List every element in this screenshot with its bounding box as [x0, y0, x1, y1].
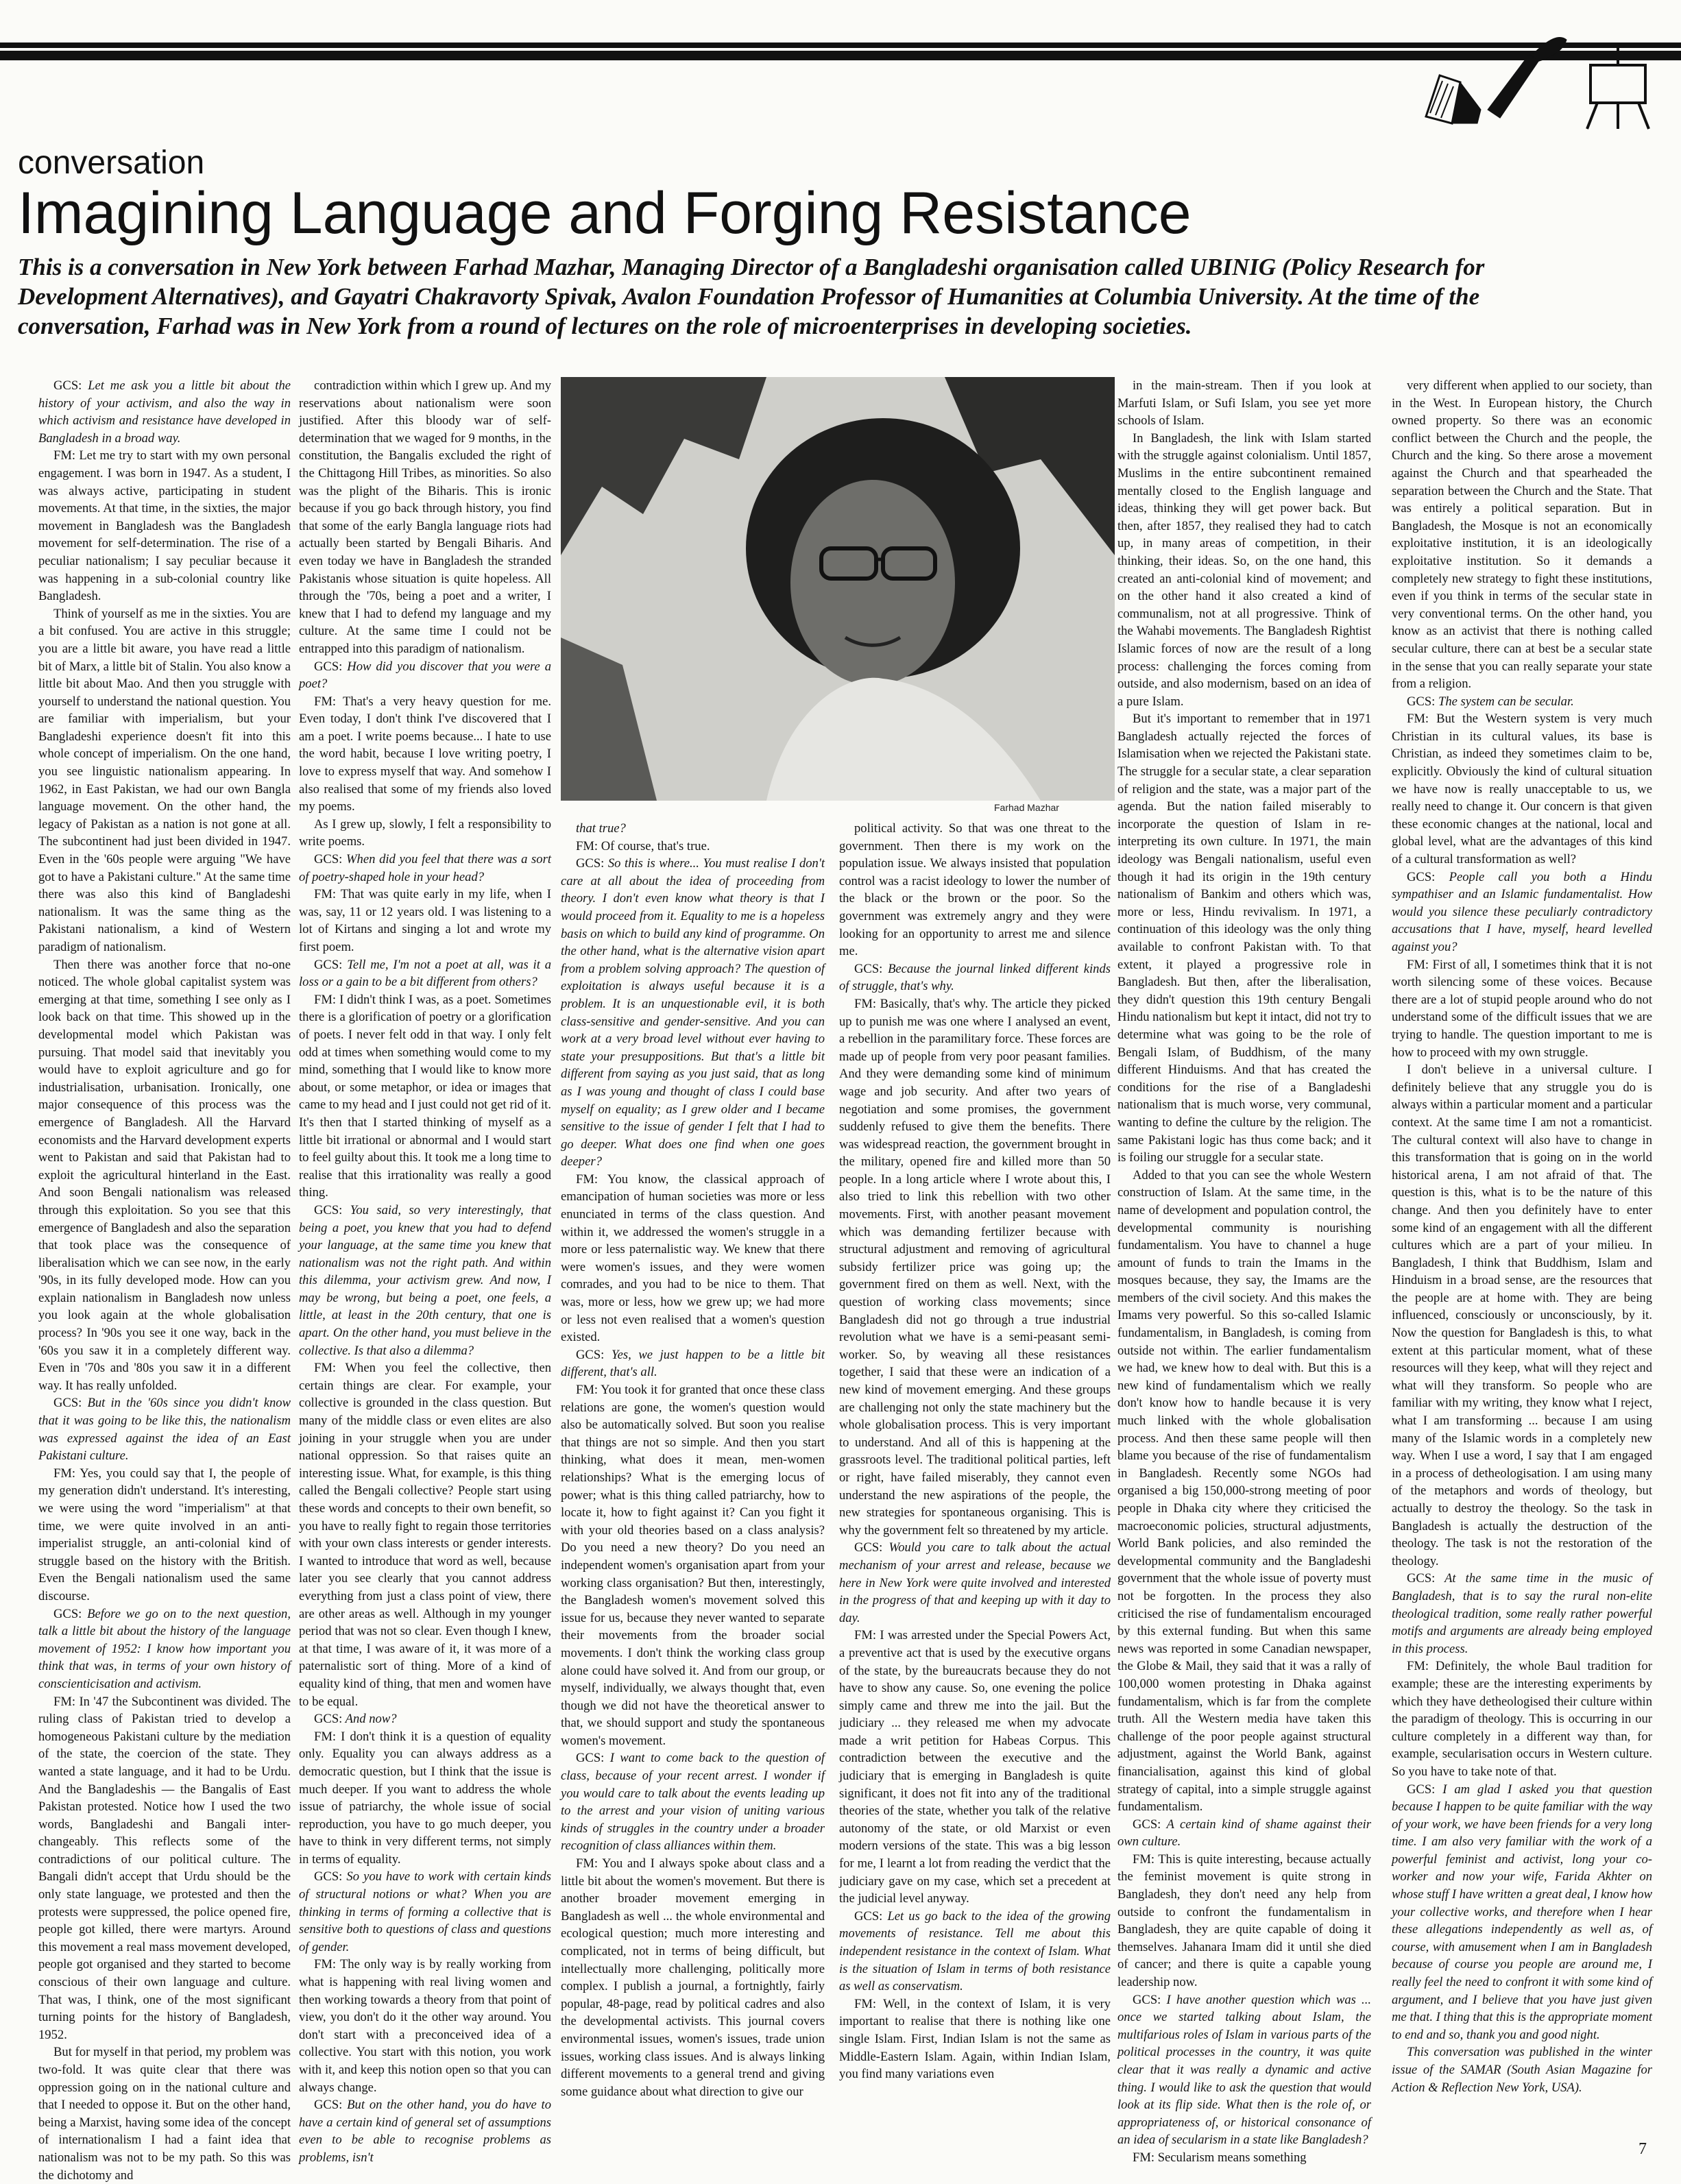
speaker-label: GCS:	[576, 1347, 605, 1362]
paragraph-text: You said, so very interestingly, that being a poet, you knew that you had to defend your language, at the same time you knew that nationalism was not the right path. And within this dilemma, your activism grew. And now, I may be wrong, but being a poet, one feels, a little, at least in the 20th century, that one is apart. On the other hand, you must believe in the collective. Is that also a dilemma?	[299, 1202, 551, 1358]
paragraph-text: that true?	[576, 821, 626, 836]
paragraph-text: I am glad I asked you that question because I happen to be quite familiar with the way of your work, we have been friends for a very long time. I am also very familiar with the work of a powerful feminist and activist, long your co-worker and now your wife, Farida Akhter on whose stuff I have written a great deal, I know how your collective works, and therefore when I hear these allegations independently as well as, of course, with amusement when I am in Bangladesh because of course you people are around me, I really feel the need to confront it with some kind of argument, and I believe that you have just given me that. I thing that this is the appropriate moment to end and so, thank you and good night.	[1392, 1782, 1652, 2042]
paragraph	[299, 1359, 551, 1710]
paragraph	[1117, 430, 1371, 711]
paragraph-text: First of all, I sometimes think that it is not worth silencing some of these voices. Because there are a lot of stupid people around who do not understand some of the difficult issues that we are trying to handle. The question important to me is how to proceed with my own struggle.	[1392, 957, 1652, 1060]
paragraph-text: Yes, you could say that I, the people of my generation didn't understand. It's interesting, we were using the word "imperialism" at that time, we were quite involved in an anti-imperialist struggle, an anti-colonial kind of struggle based on the history with the British. Even the Bengali nationalism used the same discourse.	[38, 1466, 291, 1603]
paragraph	[561, 1346, 825, 1381]
paragraph	[561, 855, 825, 1171]
article-column-4	[839, 820, 1111, 2125]
paragraph-text: political activity. So that was one threat to the government. Then there is my work on the population issue. We always insisted that population control was a racist ideology to lower the number of the black or the brown or the poor. So the government was extremely angry and they were looking for an opportunity to arrest me and silence me.	[839, 821, 1111, 959]
paragraph-text: But on the other hand, you do have to have a certain kind of general set of assumptions even to be able to recognise problems as problems, isn't	[299, 2098, 551, 2165]
paragraph	[561, 1855, 825, 2100]
paragraph-text: But for myself in that period, my problem was two-fold. It was quite clear that there was oppression going on in the national culture and that I needed to oppose it. But on the other hand, being a Marxist, having some idea of the concept of internationalism I had a faint idea that nationalism was not to be my path. So this was the dichotomy and	[38, 2045, 291, 2183]
paragraph-text: So this is where... You must realise I don't care at all about the idea of proceeding from theory. I don't even know what theory is that I would proceed from it. Equality to me is a hopeless basis on which to build any kind of programme. On the other hand, what is the alternative vision apart from a problem solving approach? The question of exploitation is always useful because it is a problem. It is an unquestionable evil, it is both class-sensitive and gender-sensitive. And you can work at a very broad level without ever having to state your presuppositions. But that's a little bit different from saying as you just said, that as long as I was young and thought of class I could base myself on equality; as I grew older and I became sensitive to the issue of gender I felt that I had to go deeper. What does one find when one goes deeper?	[561, 856, 825, 1169]
speaker-label: GCS:	[314, 852, 343, 867]
paragraph-text: The system can be secular.	[1438, 694, 1574, 709]
speaker-label: GCS:	[854, 1540, 883, 1555]
paragraph	[299, 1202, 551, 1359]
speaker-label: GCS:	[53, 1396, 82, 1411]
speaker-label: FM:	[53, 448, 76, 463]
paragraph	[38, 2043, 291, 2184]
paragraph	[1392, 693, 1652, 711]
paragraph	[299, 693, 551, 816]
article-column-1	[38, 377, 291, 2183]
article-column-5	[1117, 377, 1372, 2165]
speaker-label: FM:	[854, 1628, 877, 1643]
speaker-label: FM:	[314, 1361, 337, 1376]
paragraph	[561, 1171, 825, 1346]
paragraph	[1392, 710, 1652, 868]
paragraph	[299, 816, 551, 851]
paragraph	[839, 820, 1111, 960]
paragraph-text: The only way is by really working from what is happening with real living women and then working towards a theory from that point of view, you don't do it the other way around. You don't start with a preconceived idea of a collective. You start with this notion, you work with it, and keep this notion open so that you can always change.	[299, 1957, 552, 2095]
paragraph-text: Yes, we just happen to be a little bit different, that's all.	[561, 1347, 825, 1380]
paragraph	[839, 1908, 1111, 1995]
speaker-label: GCS:	[1133, 1992, 1161, 2007]
speaker-label: FM:	[1133, 2150, 1155, 2165]
paragraph	[1117, 1851, 1371, 1991]
speaker-label: FM:	[1407, 1659, 1429, 1674]
speaker-label: GCS:	[314, 659, 343, 674]
paragraph	[839, 995, 1111, 1539]
speaker-label: GCS:	[854, 1908, 883, 1924]
paragraph	[1117, 710, 1371, 1166]
paragraph	[299, 1728, 551, 1869]
paragraph	[561, 820, 825, 838]
paragraph-text: Let me try to start with my own personal engagement. I was born in 1947. As a student, I was always active, participating in student movements. At that time, in the sixties, the major movement in Bangladesh was the Bangladesh movement for self-determination. The rise of a peculiar nationalism; I say peculiar because it was happening in a sub-colonial country like Bangladesh.	[38, 448, 291, 604]
paragraph	[561, 1381, 825, 1749]
paragraph	[1392, 1570, 1652, 1658]
paragraph-text: in the main-stream. Then if you look at Marfuti Islam, or Sufi Islam, you see yet more schools of Islam.	[1117, 378, 1371, 428]
paragraph	[38, 1693, 291, 2044]
speaker-label: FM:	[576, 838, 598, 853]
paragraph	[1117, 377, 1371, 430]
paragraph	[299, 2096, 551, 2166]
paragraph	[299, 1868, 551, 1956]
paragraph	[1392, 1061, 1652, 1570]
paragraph	[38, 956, 291, 1395]
paragraph-text: Definitely, the whole Baul tradition for example; these are the interesting experiments by which they have detheologised their culture within the paradigm of theology. This is occurring in our culture completely in a different way than, for example, secularisation occurs in Western culture. So you have to take note of that.	[1392, 1659, 1652, 1779]
speaker-label: GCS:	[1407, 1571, 1436, 1586]
paragraph-text: You took it for granted that once these class relations are gone, the women's question would also be automatically solved. But soon you realise that things are not so simple. And then you start thinking, what does it mean, men-women relationships? What is the emerging locus of power; what is this thing called patriarchy, how to locate it, how to fight against it? Can you fight it with your old theories based on a class analysis? Do you need a new theory? Do you need an independent women's organisation apart from your working class organisation? But then, interestingly, the Bangladesh women's movement solved this issue for us, because they never wanted to separate their movements from the broader social movements. I don't think the working class group alone could have solved it. And from our group, or myself, individually, we always thought that, even though we did not have the theoretical answer to that, we should support and study the spontaneous women's movement.	[561, 1383, 825, 1748]
paragraph	[38, 377, 291, 447]
paragraph	[1117, 1167, 1371, 1816]
paragraph	[1117, 1991, 1371, 2149]
paragraph	[299, 991, 551, 1202]
paragraph	[299, 1956, 551, 2096]
paragraph-text: I was arrested under the Special Powers Act, a preventive act that is used by the executive organs of the state, by the bureaucrats because they do not have to show any cause. So, one evening the police simply came and threw me into the jail. But the judiciary ... they released me when my advocate made a writ petition for Habeas Corpus. This contradiction between the executive and the judiciary that is emerging in Bangladesh is quite significant, it does not fit into any of the traditional theories of the state, whether you talk of the relative autonomy of the state, or old Marxist or even modern versions of the state. This was a big lesson for me, I learnt a lot from reading the verdict that the judiciary gave on my case, which set a precedent at the judicial level anyway.	[839, 1628, 1111, 1906]
speaker-label: FM:	[854, 996, 877, 1011]
paragraph-text: I didn't think I was, as a poet. Sometimes there is a glorification of poetry or a glorification of poets. I never felt odd in that way. I only felt odd at times when something would come to my mind, something that I would like to know more about, or some metaphor, or idea or images that came to my head and I just could not get rid of it. It's then that I started thinking of myself as a little bit irrational or abnormal and I would start to feel guilty about this. It took me a long time to realise that this irrationality was really a good thing.	[299, 992, 551, 1200]
paragraph	[299, 886, 551, 956]
speaker-label: GCS:	[1133, 1817, 1161, 1832]
speaker-label: GCS:	[1407, 869, 1436, 884]
paragraph	[1392, 956, 1652, 1062]
paragraph-text: I don't believe in a universal culture. I definitely believe that any struggle you do is always within a particular moment and a particular context. At the same time I am not a romanticist. The cultural context will also have to change in this transformation that is going on in the world historical arena, I am not afraid of that. The question is this, what is to be the nature of this change. And then you definitely have to enter some kind of an engagement with all the different cultures which are a part of your milieu. In Bangladesh, I think that Buddhism, Islam and Hinduism in a broad sense, are the resources that the people are at home with. They are being influenced, consciously or unconsciously, by it. Now the question for Bangladesh is this, to what extent at this particular moment, what of these resources will they keep, what will they reject and what will they transform. So people who are familiar with my writing, they know what I reject, what I am transforming ... because I am using many of the Islamic words in a completely new way. When I use a word, I say that I am engaged in a process of detheologisation. I am using many of the metaphors and words of theology, but actually to destroy the theology. So the task in Bangladesh is actually the destruction of the theology. The task is not the restoration of the theology.	[1392, 1063, 1652, 1568]
paragraph-text: How did you discover that you were a poet?	[299, 659, 551, 692]
speaker-label: FM:	[1407, 712, 1429, 727]
paragraph-text: very different when applied to our society, than in the West. In European history, the Church owned property. So there was an economic conflict between the Church and the people, the Church and the king. So there arose a movement against the Church and that spearheaded the separation between the Church and the State. That was entirely a political separation. But in Bangladesh, the Mosque is not an economically exploitative institution, it is an ideologically exploitative institution. So it demands a completely new strategy to fight these institutions, even if you think in terms of the secular state in very conventional terms. On the other hand, you know as an activist that there is nothing called secular culture, there can at best be a secular state in the sense that you can really separate your state from a religion.	[1392, 378, 1652, 692]
article-column-6	[1392, 377, 1652, 2125]
article-column-3	[561, 820, 825, 2125]
speaker-label: GCS:	[314, 1202, 343, 1217]
paragraph-text: Because the journal linked different kinds of struggle, that's why.	[839, 961, 1111, 994]
speaker-label: GCS:	[53, 378, 82, 393]
paragraph-text: You and I always spoke about class and a little bit about the women's movement. But there is another broader movement emerging in Bangladesh as well ... the whole environmental and ecological question; much more interesting and complicated, not in terms of being difficult, but intellectually more challenging, politically more complex. I publish a journal, a fortnightly, fairly popular, 48-page, read by political cadres and also the developmental activists. This journal covers environmental issues, women's issues, trade union issues, working class issues. And is always linking different movements to a general trend and giving some guidance about what direction to give our	[561, 1856, 825, 2099]
paragraph-text: Then there was another force that no-one noticed. The whole global capitalist system was emerging at that time, something I see only as I look back on that time. This showed up in the developmental model which Pakistan was pursuing. That model said that inevitably you would have to exploit agriculture and go for industrialisation, urbanisation. Ironically, one major consequence of this process was the emergence of Bangladesh. All the Harvard economists and the Harvard development experts went to Pakistan and said that Pakistan had to exploit the agricultural hinterland in the East. And soon Bengali nationalism was released through this exploitation. So you see that this emergence of Bangladesh and also the separation that took place was the consequence of liberalisation which we can see now, in the early '90s, in its fully developed mode. How can you explain nationalism in Bangladesh now unless you look again at the whole globalisation process? In '90s you see it one way, back in the '60s you saw it in a completely different way. Even in '70s and '80s you saw it in a different way. It has really unfolded.	[38, 957, 291, 1393]
paragraph	[299, 377, 551, 658]
paragraph-text: That was quite early in my life, when I was, say, 11 or 12 years old. I was listening to a lot of Kirtans and singing a lot and wrote my first poem.	[299, 887, 551, 954]
speaker-label: FM:	[314, 1729, 337, 1744]
paragraph	[299, 851, 551, 886]
paragraph-text: This is quite interesting, because actually the feminist movement is quite strong in Bangladesh, they don't need any help from outside to confront the fundamentalism in Bangladesh, they are quite capable of doing it themselves. Jahanara Imam did it until she died of cancer; and there is quite a capable young leadership now.	[1117, 1852, 1371, 1990]
speaker-label: FM:	[53, 1466, 76, 1481]
paragraph-text: And now?	[345, 1712, 397, 1727]
paragraph	[1117, 1816, 1371, 1851]
speaker-label: FM:	[1133, 1852, 1155, 1867]
paragraph-text: You know, the classical approach of emancipation of human societies was more or less enunciated in terms of the class question. And within it, we addressed the women's struggle in a more or less paternalistic way. We knew that there were women's issues, and they were women comrades, and you had to be nice to them. That was, more or less, how we grew up; we had more or less not even realised that a women's question existed.	[561, 1172, 825, 1345]
paragraph-text: Basically, that's why. The article they picked up to punish me was one where I analysed an event, a rebellion in the paramilitary force. These forces are made up of people from very poor peasant families. And they were demanding some kind of minimum wage and job security. And after two years of negotiation and some promises, the government suddenly refused to give them the benefits. There was widespread reaction, the government brought in the military, opened fire and killed more than 50 people. In a long article where I wrote about this, I also tried to link this rebellion with two other movements. First, with another peasant movement which was demanding fertilizer because with structural adjustment and removing of agricultural subsidy fertilizer price was going up; the government fired on them as well. Next, with the question of working class movements; since Bangladesh did not go through a true industrial revolution what we have is a semi-peasant semi-worker. So, by weaving all these resistances together, I said that these were an indication of a new kind of movement emerging. And these groups are challenging not only the state machinery but the whole globalisation process. This is very important to understand. And all of this is happening at the grassroots level. The traditional political parties, left or right, have failed miserably, they cannot even understand the new aspirations of the people, the new strategies for spontaneous organising. This is why the government felt so threatened by my article.	[839, 996, 1111, 1538]
paragraph-text: Let me ask you a little bit about the history of your activism, and also the way in which activism and resistance have developed in Bangladesh in a broad way.	[38, 378, 291, 446]
paragraph-text: That's a very heavy question for me. Even today, I don't think I've discovered that I am a poet. I write poems because... I hate to use the word habit, because I love writing poetry, I love to express myself that way. And somehow I also realised that some of my friends also loved my poems.	[299, 694, 551, 814]
portrait-illustration	[561, 377, 1115, 801]
speaker-label: FM:	[576, 1172, 598, 1187]
paragraph-text: Would you care to talk about the actual mechanism of your arrest and release, because we here in New York were quite involved and interested in the progress of that and keeping up with it day to day.	[839, 1540, 1111, 1625]
paragraph-text: Tell me, I'm not a poet at all, was it a loss or a gain to be a bit different from others?	[299, 957, 551, 990]
paragraph-text: When you feel the collective, then certain things are clear. For example, your collective is grounded in the class question. But many of the middle class or even elites are also joining in your struggle when you are under national oppression. So that raises quite an interesting issue. What, for example, is this thing called the Bengali collective? People start using these words and concepts to their own benefit, so you have to really fight to regain those territories with your own class interests or gender interests. I wanted to introduce that word as well, because later you see clearly that you cannot address everything from just a class point of view, there are other areas as well. Although in my younger period that was not so clear. Even though I knew, at that time, I was aware of it, it was more of a paternalistic sort of thing. More of a kind of equality kind of thing, that men and women have to be equal.	[299, 1361, 552, 1709]
paragraph	[1392, 1781, 1652, 2044]
speaker-label: FM:	[53, 1694, 76, 1709]
paragraph-text: But in the '60s since you didn't know that it was going to be like this, the nationalism was expressed against the idea of an East Pakistani culture.	[38, 1396, 291, 1464]
speaker-label: FM:	[1407, 957, 1429, 972]
paragraph-text: I don't think it is a question of equality only. Equality you can always address as a democratic question, but I think that the issue is much deeper. If you want to address the whole issue of patriarchy, the whole issue of social reproduction, you have to go much deeper, you have to think in very different terms, not simply in terms of equality.	[299, 1729, 551, 1867]
paragraph	[38, 1465, 291, 1605]
paragraph	[299, 956, 551, 991]
paragraph-text: Well, in the context of Islam, it is very important to realise that there is nothing like one single Islam. First, Indian Islam is not the same as Middle-Eastern Islam. Again, within Indian Islam, you find many variations even	[839, 1996, 1111, 2082]
paragraph	[1392, 2043, 1652, 2096]
paragraph-text: Think of yourself as me in the sixties. You are a bit confused. You are active in this struggle; you are a little bit aware, you have read a little bit of Marx, a little bit of Stalin. You also know a little bit about Mao. And then you struggle with yourself to understand the national question. You are familiar with imperialism, but your Bangladeshi experience doesn't fit into this whole concept of imperialism. On the one hand, you see linguistic nationalism appearing. In 1962, in East Pakistan, we had our own Bangla language movement. On the other hand, the legacy of Pakistan as a nation is not gone at all. The subcontinent had just been divided in 1947. Even in the '60s people were arguing "We have got to have a Pakistani culture." At the same time there was also this kind of Bangladeshi nationalism. It was the same thing as the Pakistani nationalism, a kind of Western paradigm of nationalism.	[38, 606, 291, 954]
speaker-label: GCS:	[1407, 694, 1436, 709]
speaker-label: FM:	[314, 992, 337, 1007]
paragraph	[1117, 2149, 1371, 2167]
paragraph-text: Before we go on to the next question, talk a little bit about the history of the language movement of 1952: I know how important you think that was, in terms of your own history of conscienticisation and activism.	[38, 1606, 291, 1691]
photo-caption: Farhad Mazhar	[994, 802, 1059, 813]
speaker-label: FM:	[314, 694, 337, 709]
speaker-label: GCS:	[576, 856, 605, 871]
article-deck: This is a conversation in New York between Farhad Mazhar, Managing Director of a Bangladeshi organisation called UBINIG (Policy Research for Development Alternatives), and Gayatri Chakravorty Spivak, Avalon Foundation Professor of Humanities at Columbia University. At the time of the conversation, Farhad was in New York from a round of lectures on the role of microenterprises in developing societies.	[18, 254, 1485, 339]
paragraph	[38, 605, 291, 956]
paragraph-text: At the same time in the music of Bangladesh, that is to say the rural non-elite theological tradition, some really rather powerful motifs and arguments are already being employed in this process.	[1392, 1571, 1653, 1656]
speaker-label: GCS:	[314, 1869, 343, 1884]
speaker-label: FM:	[576, 1856, 598, 1871]
paragraph-text: I have another question which was ... once we started talking about Islam, the multifarious roles of Islam in various parts of the political processes in the country, it was quite clear that it was really a dynamic and active thing. I would like to ask the question that would look at its flip side. What then is the role of, or appropriateness of, or historical consonance of an idea of secularism in a state like Bangladesh?	[1117, 1992, 1372, 2148]
paragraph	[38, 1394, 291, 1464]
paragraph	[299, 658, 551, 693]
speaker-label: FM:	[576, 1383, 598, 1397]
paragraph	[1392, 1658, 1652, 1780]
paragraph-text: People call you both a Hindu sympathiser and an Islamic fundamentalist. How would you silence these peculiarly contradictory accusations that I have, myself, heard levelled against you?	[1392, 869, 1652, 954]
paragraph-text: In '47 the Subcontinent was divided. The ruling class of Pakistan tried to develop a homogeneous Pakistani culture by the mediation of the state, the coercion of the state. They wanted a state language, and it had to be Urdu. And the Bangladeshis — the Bangalis of East Pakistan protested. Notice how I used the two words, Bangladeshi and Bangali inter-changeably. This reflects some of the contradictions of our political culture. The Bangali didn't accept that Urdu should be the only state language, we protested and then the protests were suppressed, the police opened fire, people got killed, there were martyrs. Around this movement a real mass movement developed, people got organised and they started to become conscious of their own language and culture. That was, I think, one of the most significant turning points for the history of Bangladesh, 1952.	[38, 1694, 291, 2042]
article-column-2	[299, 377, 552, 2165]
paragraph-text: Of course, that's true.	[601, 838, 710, 853]
paragraph	[299, 1710, 551, 1728]
paragraph-text: So you have to work with certain kinds of structural notions or what? When you are thinking in terms of forming a collective that is sensitive both to questions of class and questions of gender.	[299, 1869, 551, 1954]
speaker-label: GCS:	[314, 957, 343, 972]
speaker-label: GCS:	[854, 961, 883, 976]
page-number: 7	[1638, 2140, 1647, 2158]
speaker-label: GCS:	[314, 1712, 343, 1727]
speaker-label: FM:	[854, 1996, 877, 2011]
section-logo-icon	[1412, 27, 1666, 130]
speaker-label: GCS:	[1407, 1782, 1436, 1797]
paragraph	[839, 1627, 1111, 1908]
paragraph	[561, 838, 825, 856]
paragraph	[1392, 869, 1652, 956]
speaker-label: GCS:	[576, 1751, 605, 1766]
speaker-label: GCS:	[53, 1606, 82, 1621]
paragraph-text: This conversation was published in the winter issue of the SAMAR (South Asian Magazine for Action & Reflection New York, USA).	[1392, 2045, 1652, 2095]
section-kicker: conversation	[18, 145, 205, 181]
paragraph-text: When did you feel that there was a sort of poetry-shaped hole in your head?	[299, 852, 551, 884]
paragraph-text: Secularism means something	[1157, 2150, 1307, 2165]
paragraph	[1392, 377, 1652, 693]
speaker-label: FM:	[314, 887, 337, 902]
paragraph	[839, 960, 1111, 995]
paragraph-text: As I grew up, slowly, I felt a responsibility to write poems.	[299, 816, 551, 849]
paragraph-text: I want to come back to the question of class, because of your recent arrest. I wonder if you would care to talk about the events leading up to the arrest and your vision of uniting various kinds of struggles in the country under a broader recognition of class alliances within them.	[561, 1751, 825, 1854]
paragraph	[839, 1539, 1111, 1627]
paragraph	[561, 1749, 825, 1855]
paragraph-text: But the Western system is very much Christian in its cultural values, its base is Christian, as indeed they sometimes claim to be, explicitly. Obviously the kind of cultural situation we have now is really unacceptable to us, we really need to change it. Our concern is that given these economic changes at the national, local and global level, what are the advantages of this kind of a cultural transformation as well?	[1392, 712, 1652, 867]
speaker-label: GCS:	[314, 2098, 343, 2113]
paragraph-text: contradiction within which I grew up. And my reservations about nationalism were soon justified. After this bloody war of self-determination that we waged for 9 months, in the constitution, the Bangalis excluded the right of the Chittagong Hill Tribes, as minorities. So also was the plight of the Biharis. This is ironic because if you go back through history, you find that some of the early Bangla language riots had actually been started by Bengali Biharis. And even today we have in Bangladesh the stranded Pakistanis whose situation is quite hopeless. All through the '70s, being a poet and a writer, I knew that I had to defend my language and my culture. At the same time I could not be entrapped into this paradigm of nationalism.	[299, 378, 551, 656]
paragraph-text: Let us go back to the idea of the growing movements of resistance. Tell me about this independent resistance in the context of Islam. What is the situation of Islam in terms of both resistance as well as conservatism.	[839, 1908, 1111, 1994]
paragraph-text: But it's important to remember that in 1971 Bangladesh actually rejected the forces of Islamisation when we rejected the Pakistani state. The struggle for a secular state, a clear separation of religion and the state, was a major part of the agenda. But the nation failed miserably to incorporate the question of Islam in re-interpreting its own culture. In 1971, the main ideology was Bengali nationalism, useful even though it had its origin in the 19th century nationalism of Bankim and others which was, more or less, Hindu revivalism. In 1971, a continuation of this ideology was the only thing available to confront Pakistan with. To that extent, it played a progressive role in Bangladesh. But then, after the liberalisation, they didn't question this 19th century Bengali Hindu nationalism but kept it intact, did not try to determine what was going to be the role of Bengali Islam, of Buddhism, of the many different Hinduisms. And that has created the conditions for the rise of a Bangladeshi nationalism that is much worse, very communal, wanting to define the culture by the religion. The same Pakistani logic has thus come back; and it is foiling our struggle for a secular state.	[1117, 712, 1371, 1165]
paragraph-text: In Bangladesh, the link with Islam started with the struggle against colonialism. Until 1857, Muslims in the entire subcontinent remained mentally closed to the English language and ideas, thinking they will get power back. But then, after 1857, they realised they had to catch up, in many areas of competition, in their thinking, their ideas. So, on the one hand, this created an anti-colonial kind of movement; and on the other hand it also created a kind of communalism, not at all progressive. Think of the Wahabi movements. The Bangladesh Rightist Islamic forces of now are the result of a long process: challenging the forces coming from outside, and also modernism, based on an idea of a pure Islam.	[1117, 430, 1371, 709]
paragraph	[38, 1605, 291, 1693]
speaker-label: FM:	[314, 1957, 337, 1972]
article-title: Imagining Language and Forging Resistance	[18, 180, 1192, 246]
paragraph-text: Added to that you can see the whole Western construction of Islam. At the same time, in the name of development and population control, the developmental community is nourishing fundamentalism. You have to channel a huge amount of funds to train the Imams in the mosques because, they say, the Imams are the members of the civil society. And this makes the Imams very powerful. So this so-called Islamic fundamentalism, in Bangladesh, is coming from outside not within. The earlier fundamentalism we had, we knew how to deal with. But this is a new kind of fundamentalism which we really don't know how to handle because it is very much linked with the whole globalisation process. And then these same people will then blame you because of the rise of fundamentalism in Bangladesh. Recently some NGOs had organised a big 150,000-strong meeting of poor people in Dhaka city where they criticised the macroeconomic policies, structural adjustments, World Bank policies, and also reminded the developmental community and the Bangladeshi government that the whole issue of poverty must not be forgotten. In the process they also criticised the rise of fundamentalism encouraged by this external funding. But when this same news was reported in some Canadian newspaper, the Globe & Mail, they said that it was a rally of 100,000 women protesting in Dhaka against fundamentalism, which is far from the complete truth. All the Western media have taken this challenge of the poor people against structural adjustment, against the World Bank, against financialisation, against this kind of global strategy of capital, into a simple struggle against fundamentalism.	[1117, 1167, 1371, 1815]
paragraph-text: A certain kind of shame against their own culture.	[1117, 1817, 1371, 1849]
portrait-photo	[561, 377, 1115, 801]
paragraph	[38, 447, 291, 605]
paragraph	[839, 1995, 1111, 2083]
